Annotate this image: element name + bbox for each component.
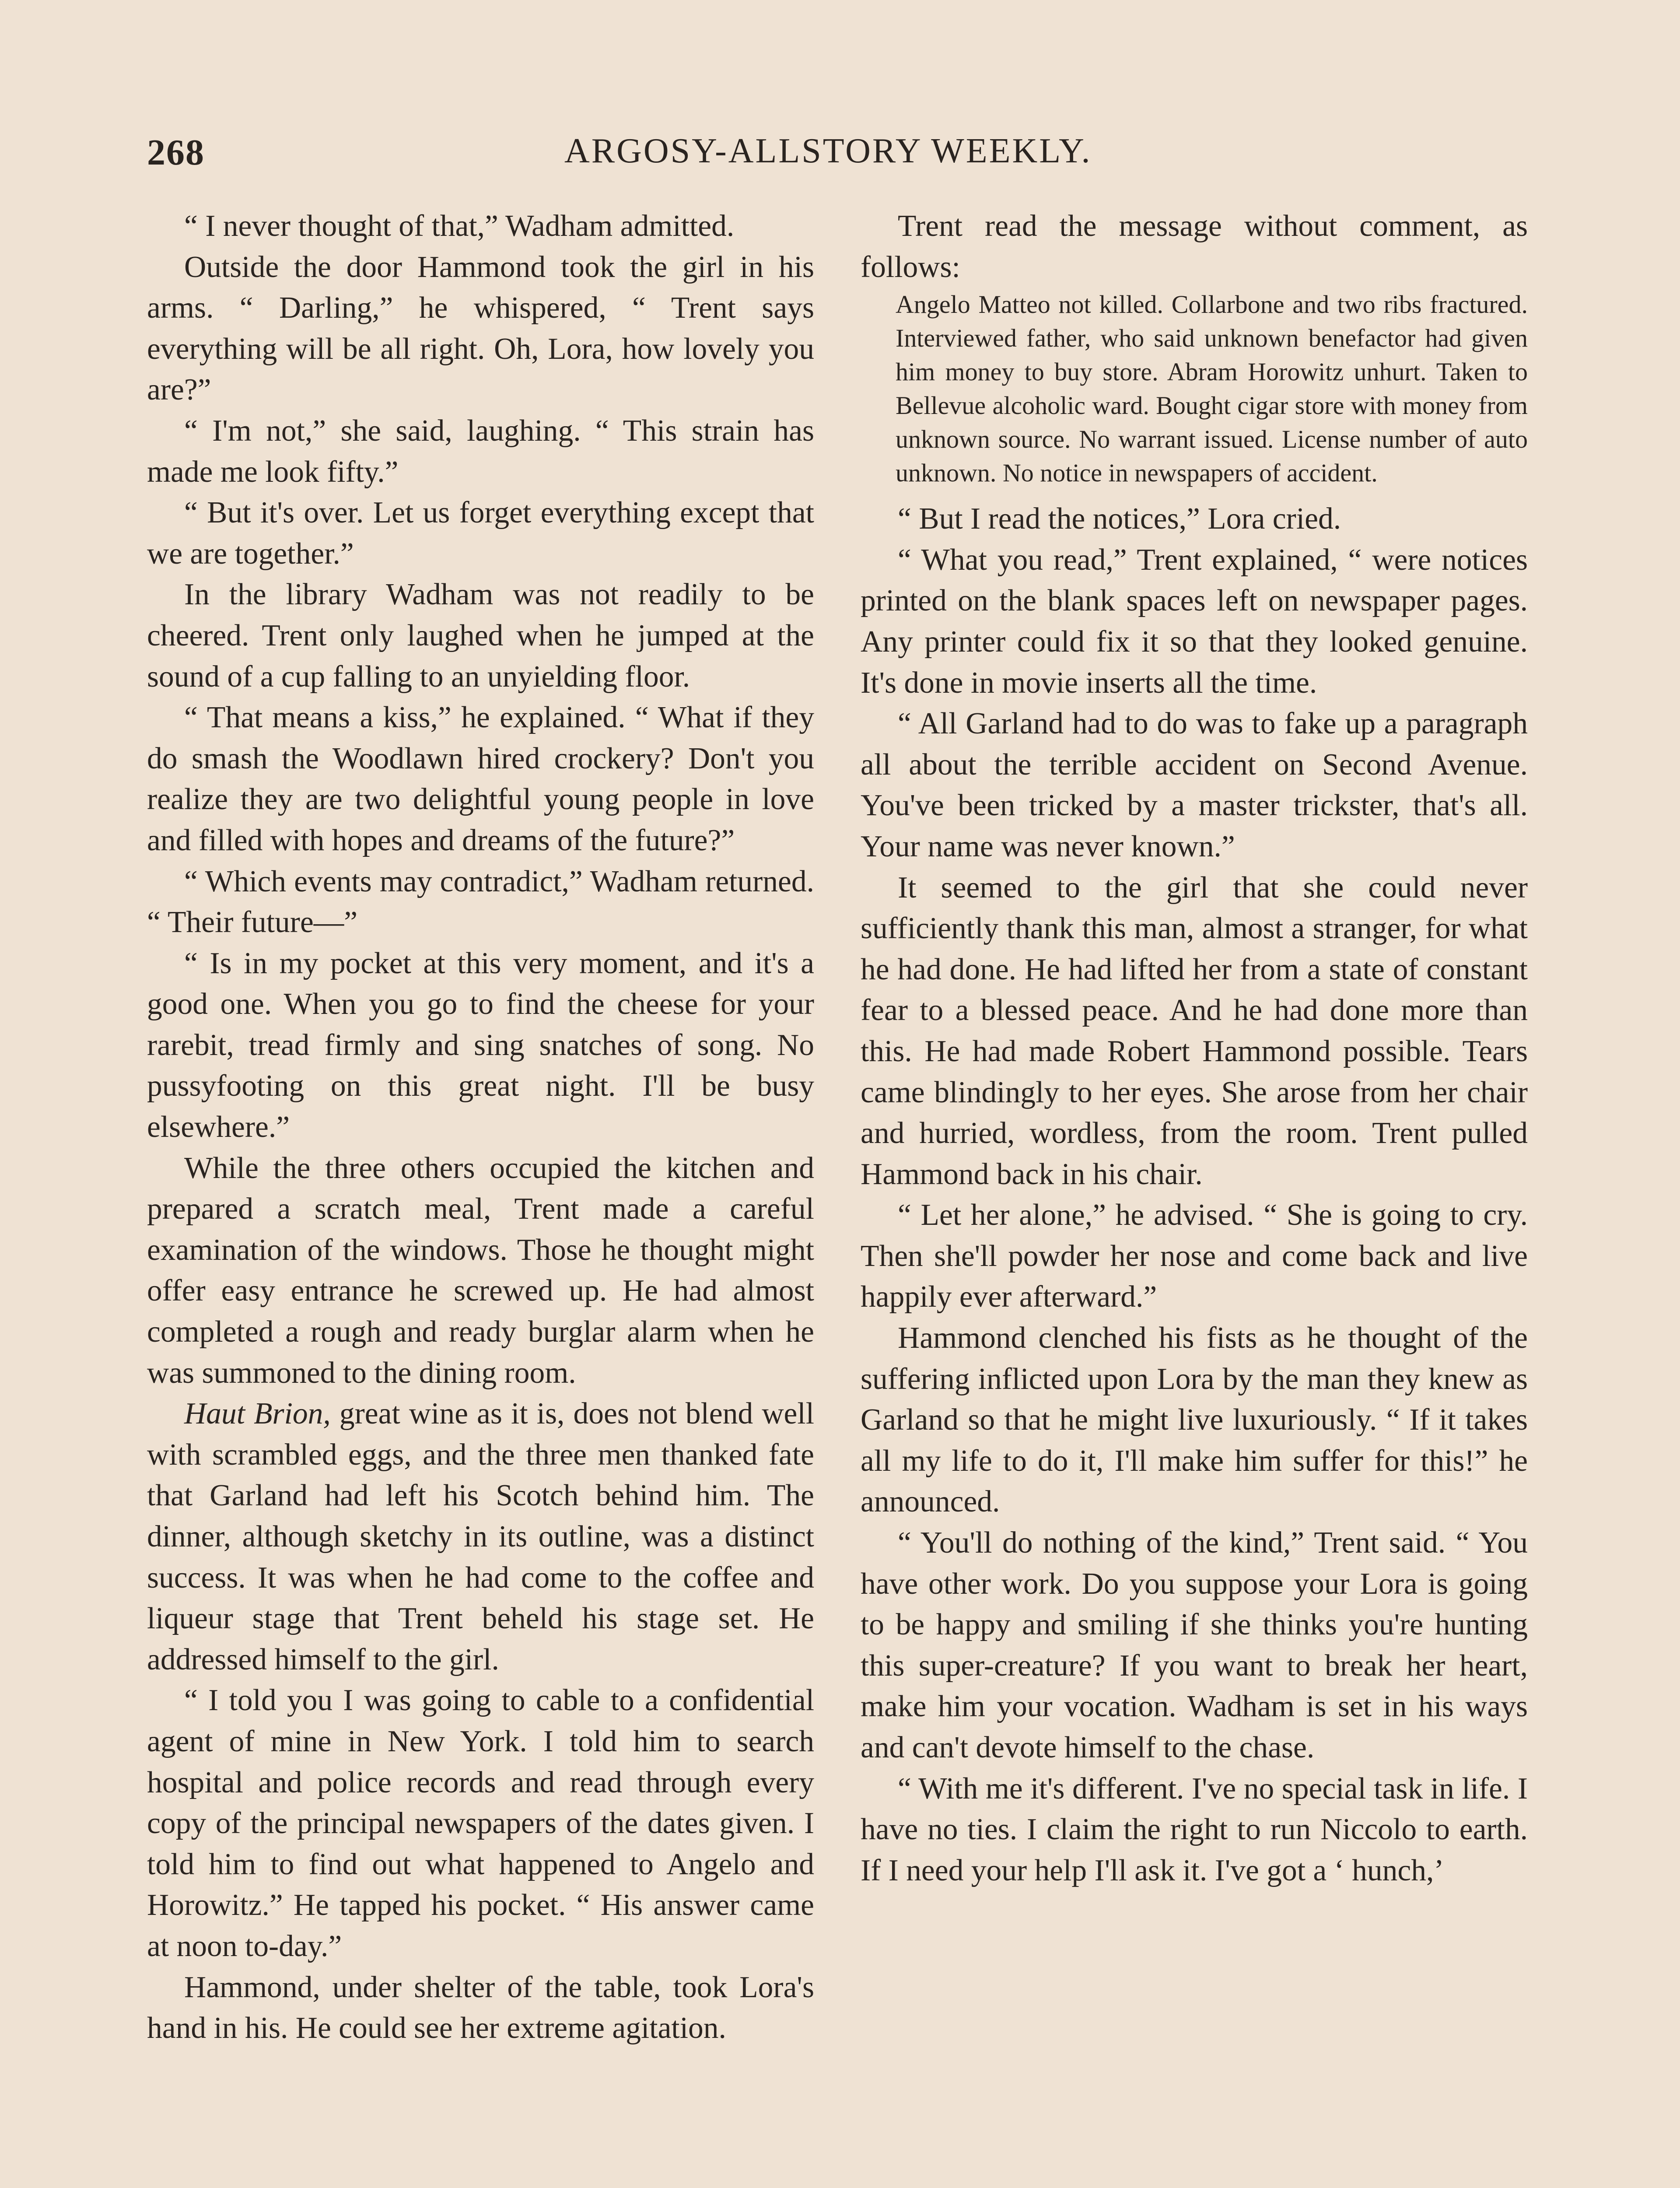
paragraph: “ Let her alone,” he advised. “ She is going to cry. Then she'll powder her nose and come back and live happily ever afterward.” xyxy=(861,1198,1528,1314)
paragraph: “ All Garland had to do was to fake up a paragraph all about the terrible accident on Second Avenue. You've been tricked by a master trickster, that's all. Your name was never known.” xyxy=(861,707,1528,863)
page-header xyxy=(0,131,1680,179)
paragraph: “ Is in my pocket at this very moment, and it's a good one. When you go to find the cheese for your rarebit, tread firmly and sing snatches of song. No pussyfooting on this great night. I'll be busy elsewhere.” xyxy=(147,946,814,1144)
paragraph: “ I never thought of that,” Wadham admitted. xyxy=(184,209,735,243)
paragraph-intro: Trent read the message without comment, as follows: xyxy=(861,209,1528,284)
paragraph: “ Which events may contradict,” Wadham returned. “ Their future—” xyxy=(147,864,814,940)
paragraph: “ But it's over. Let us forget everything except that we are together.” xyxy=(147,496,814,571)
paragraph: While the three others occupied the kitchen and prepared a scratch meal, Trent made a careful examination of the windows. Those he thought might offer easy entrance he screwed up. He had almost completed a rough and ready burglar alarm when he was summoned to the dining room. xyxy=(147,1151,814,1390)
telegram-text: Angelo Matteo not killed. Collarbone and two ribs fractured. Interviewed father, who said unknown benefactor had given him money to buy store. Abram Horowitz unhurt. Taken to Bellevue alcoholic ward. Bought cigar store with money from unknown source. No warrant issued. License number of auto unknown. No notice in newspapers of accident. xyxy=(896,290,1528,487)
paragraph: Hammond, under shelter of the table, took Lora's hand in his. He could see her extreme agitation. xyxy=(147,1970,814,2045)
paragraph: “ But I read the notices,” Lora cried. xyxy=(898,502,1341,536)
telegram-message xyxy=(896,288,1528,490)
paragraph: “ I told you I was going to cable to a confidential agent of mine in New York. I told him to search hospital and police records and read through every copy of the principal newspapers of the dates given. I told him to find out what happened to Angelo and Horowitz.” He tapped his pocket. “ His answer came at noon to-day.” xyxy=(147,1683,814,1963)
paragraph: Hammond clenched his fists as he thought of the suffering inflicted upon Lora by the man they knew as Garland so that he might live luxuriously. “ If it takes all my life to do it, I'll make him suffer for this!” he announced. xyxy=(861,1321,1528,1519)
paragraph: “ What you read,” Trent explained, “ were notices printed on the blank spaces left on newspaper pages. Any printer could fix it so that they looked genuine. It's done in movie inserts all the time. xyxy=(861,543,1528,700)
paragraph-haut-brion xyxy=(147,1393,814,1680)
paragraph: Outside the door Hammond took the girl in his arms. “ Darling,” he whispered, “ Trent says everything will be all right. Oh, Lora, how lovely you are?” xyxy=(147,250,814,407)
paragraph: “ I'm not,” she said, laughing. “ This strain has made me look fifty.” xyxy=(147,414,814,489)
paragraph-text: great wine as it is, does not blend well with scrambled eggs, and the three men thanked fate that Garland had left his Scotch behind him. The dinner, although sketchy in its outline, was a distinct success. It was when he had come to the coffee and liqueur stage that Trent beheld his stage set. He addressed himself to the girl. xyxy=(147,1397,815,1676)
paragraph: “ That means a kiss,” he explained. “ What if they do smash the Woodlawn hired crockery? Don't you realize they are two delightful young people in love and filled with hopes and dreams of the future?” xyxy=(147,701,814,857)
paragraph: “ With me it's different. I've no special task in life. I have no ties. I claim the right to run Niccolo to earth. If I need your help I'll ask it. I've got a ‘ hunch,’ xyxy=(861,1771,1528,1887)
paragraph: “ You'll do nothing of the kind,” Trent said. “ You have other work. Do you suppose your Lora is going to be happy and smiling if she thinks you're hunting this super-creature? If you want to break her heart, make him your vocation. Wadham is set in his ways and can't devote himself to the chase. xyxy=(861,1526,1528,1764)
paragraph: It seemed to the girl that she could never sufficiently thank this man, almost a stranger, for what he had done. He had lifted her from a state of constant fear to a blessed peace. And he had done more than this. He had made Robert Hammond possible. Tears came blindingly to her eyes. She arose from her chair and hurried, wordless, from the room. Trent pulled Hammond back in his chair. xyxy=(861,870,1528,1191)
running-title: ARGOSY-ALLSTORY WEEKLY. xyxy=(564,132,1092,170)
right-column xyxy=(861,206,1528,1891)
page-number: 268 xyxy=(147,132,205,173)
wine-name: Haut Brion, xyxy=(184,1397,331,1431)
left-column xyxy=(147,206,814,2049)
paragraph: In the library Wadham was not readily to be cheered. Trent only laughed when he jumped at the sound of a cup falling to an unyielding floor. xyxy=(147,578,814,694)
